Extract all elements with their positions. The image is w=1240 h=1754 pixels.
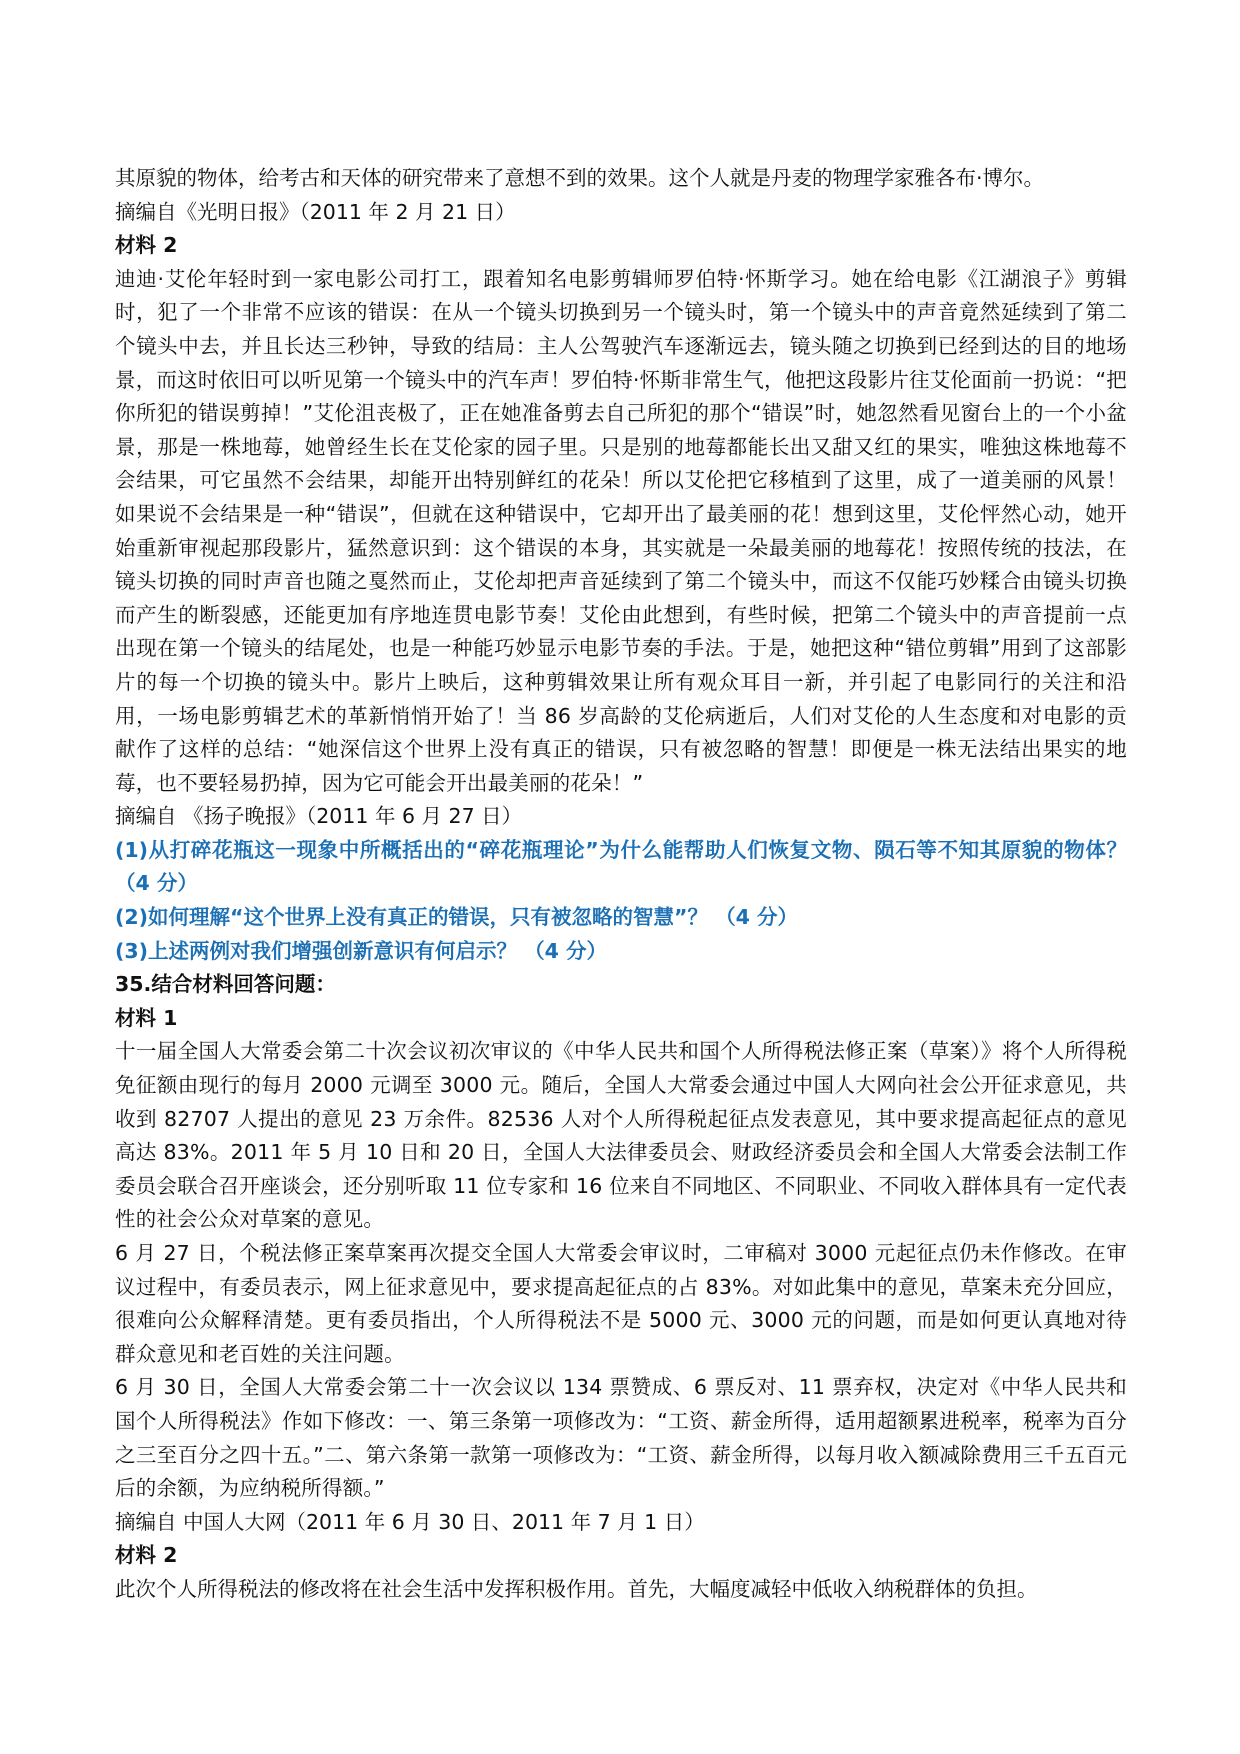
question-1: (1)从打碎花瓶这一现象中所概括出的“碎花瓶理论”为什么能帮助人们恢复文物、陨石等不知其原貌的物体？ （4 分） (115, 837, 1127, 896)
section-35-material-2-text: 此次个人所得税法的修改将在社会生活中发挥积极作用。首先，大幅度减轻中低收入纳税群体的负担。 (115, 1576, 1038, 1601)
material-2-paragraph: 迪迪·艾伦年轻时到一家电影公司打工，跟着知名电影剪辑师罗伯特·怀斯学习。她在给电影《江湖浪子》剪辑时，犯了一个非常不应该的错误：在从一个镜头切换到另一个镜头时，第一个镜头中的声音竟然延续到了第二个镜头中去，并且长达三秒钟，导致的结局：主人公驾驶汽车逐渐远去，镜头随之切换到已经到达的目的地场景，而这时依旧可以听见第一个镜头中的汽车声！罗伯特·怀斯非常生气，他把这段影片往艾伦面前一扔说：“把你所犯的错误剪掉！”艾伦沮丧极了，正在她准备剪去自己所犯的那个“错误”时，她忽然看见窗台上的一个小盆景，那是一株地莓，她曾经生长在艾伦家的园子里。只是别的地莓都能长出又甜又红的果实，唯独这株地莓不会结果，可它虽然不会结果，却能开出特别鲜红的花朵！所以艾伦把它移植到了这里，成了一道美丽的风景！如果说不会结果是一种“错误”，但就在这种错误中，它却开出了最美丽的花！想到这里，艾伦怦然心动，她开始重新审视起那段影片，猛然意识到：这个错误的本身，其实就是一朵最美丽的地莓花！按照传统的技法，在镜头切换的同时声音也随之戛然而止，艾伦却把声音延续到了第二个镜头中，而这不仅能巧妙糅合由镜头切换而产生的断裂感，还能更加有序地连贯电影节奏！艾伦由此想到，有些时候，把第二个镜头中的声音提前一点出现在第一个镜头的结尾处，也是一种能巧妙显示电影节奏的手法。于是，她把这种“错位剪辑”用到了这部影片的每一个切换的镜头中。影片上映后，这种剪辑效果让所有观众耳目一新，并引起了电影同行的关注和沿用，一场电影剪辑艺术的革新悄悄开始了！当 86 岁高龄的艾伦病逝后，人们对艾伦的人生态度和对电影的贡献作了这样的总结：“她深信这个世界上没有真正的错误，只有被忽略的智慧！即便是一株无法结出果实的地莓，也不要轻易扔掉，因为它可能会开出最美丽的花朵！” (115, 266, 1127, 795)
section-35-paragraph-1: 十一届全国人大常委会第二十次会议初次审议的《中华人民共和国个人所得税法修正案（草案）》将个人所得税免征额由现行的每月 2000 元调至 3000 元。随后，全国人大常委会通过中国人大网向社会公开征求意见，共收到 82707 人提出的意见 23 万余件。82536 人对个人所得税起征点发表意见，其中要求提高起征点的意见高达 83%。2011 年 5 月 10 日和 20 日，全国人大法律委员会、财政经济委员会和全国人大常委会法制工作委员会联合召开座谈会，还分别听取 11 位专家和 16 位来自不同地区、不同职业、不同收入群体具有一定代表性的社会公众对草案的意见。 (115, 1039, 1127, 1232)
section-35-paragraph-3: 6 月 30 日，全国人大常委会第二十一次会议以 134 票赞成、6 票反对、11 票弃权，决定对《中华人民共和国个人所得税法》作如下修改：一、第三条第一项修改为：“工资、薪金所得，适用超额累进税率，税率为百分之三至百分之四十五。”二、第六条第一款第一项修改为：“工资、薪金所得，以每月收入额减除费用三千五百元后的余额，为应纳税所得额。” (115, 1375, 1127, 1501)
document-page (115, 162, 1127, 1607)
section-35-title: 35.结合材料回答问题： (115, 972, 336, 997)
continued-line: 其原貌的物体，给考古和天体的研究带来了意想不到的效果。这个人就是丹麦的物理学家雅各布·博尔。 (115, 166, 1045, 190)
section-35-material-1-label: 材料 1 (115, 1005, 178, 1030)
question-2: (2)如何理解“这个世界上没有真正的错误，只有被忽略的智慧”？ （4 分） (115, 905, 798, 930)
source-yangzi: 摘编自 《扬子晚报》（2011 年 6 月 27 日） (115, 804, 523, 829)
material-2-label: 材料 2 (115, 233, 178, 258)
section-35-material-2-label: 材料 2 (115, 1543, 178, 1568)
question-3: (3)上述两例对我们增强创新意识有何启示？ （4 分） (115, 938, 608, 963)
source-guangming: 摘编自《光明日报》（2011 年 2 月 21 日） (115, 199, 516, 224)
section-35-paragraph-2: 6 月 27 日，个税法修正案草案再次提交全国人大常委会审议时，二审稿对 3000 元起征点仍未作修改。在审议过程中，有委员表示，网上征求意见中，要求提高起征点的占 83%。对如此集中的意见，草案未充分回应，很难向公众解释清楚。更有委员指出，个人所得税法不是 5000 元、3000 元的问题，而是如何更认真地对待群众意见和老百姓的关注问题。 (115, 1241, 1127, 1366)
source-npc: 摘编自 中国人大网（2011 年 6 月 30 日、2011 年 7 月 1 日） (115, 1509, 705, 1534)
